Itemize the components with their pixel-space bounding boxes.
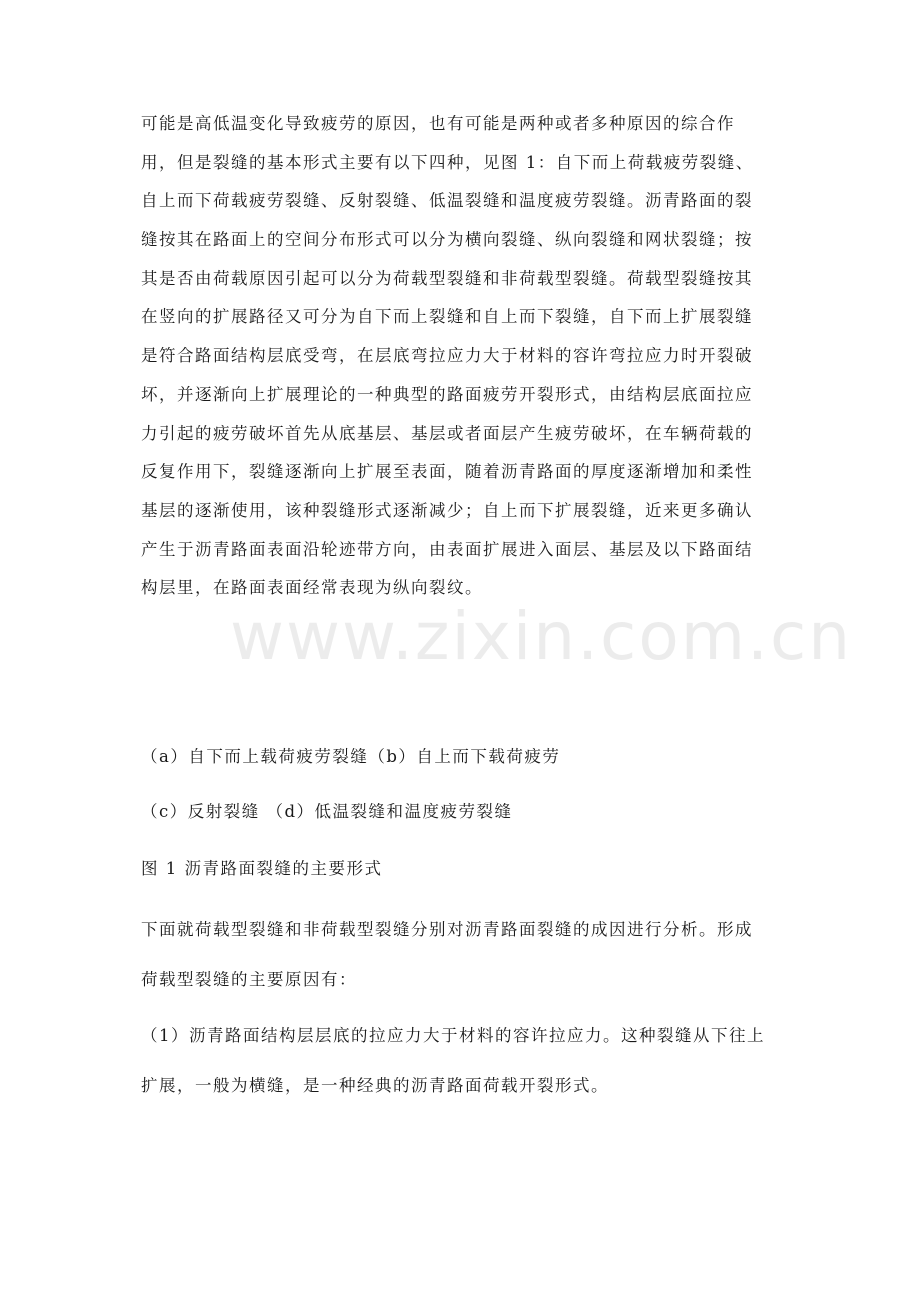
paragraph-line: 反复作用下，裂缝逐渐向上扩展至表面，随着沥青路面的厚度逐渐增加和柔性	[141, 462, 753, 482]
figure-caption-ab	[141, 738, 781, 777]
paragraph-line: 可能是高低温变化导致疲劳的原因，也有可能是两种或者多种原因的综合作	[141, 114, 735, 133]
paragraph-line: 产生于沥青路面表面沿轮迹带方向，由表面扩展进入面层、基层及以下路面结	[141, 539, 753, 559]
figure-caption-line: （c）反射裂缝 （d）低温裂缝和温度疲劳裂缝	[141, 802, 513, 821]
paragraph-line: 荷载型裂缝的主要原因有：	[141, 970, 357, 989]
paragraph-line: 在竖向的扩展路径又可分为自下而上裂缝和自上而下裂缝，自下而上扩展裂缝	[141, 307, 753, 327]
figure-title	[141, 850, 781, 889]
paragraph-line: 用，但是裂缝的基本形式主要有以下四种，见图 1：自下而上荷载疲劳裂缝、	[141, 152, 754, 172]
paragraph-cause-1	[141, 1011, 781, 1111]
paragraph-line: 其是否由荷载原因引起可以分为荷载型裂缝和非荷载型裂缝。荷载型裂缝按其	[141, 268, 753, 288]
figure-caption-cd	[141, 793, 781, 832]
paragraph-line: 自上而下荷载疲劳裂缝、反射裂缝、低温裂缝和温度疲劳裂缝。沥青路面的裂	[141, 191, 753, 211]
paragraph-line: 是符合路面结构层底受弯，在层底弯拉应力大于材料的容许弯拉应力时开裂破	[141, 346, 753, 366]
paragraph-line: 基层的逐渐使用，该种裂缝形式逐渐减少；自上而下扩展裂缝，近来更多确认	[141, 500, 753, 520]
paragraph-line: 构层里，在路面表面经常表现为纵向裂纹。	[141, 578, 483, 598]
paragraph-line: 扩展，一般为横缝，是一种经典的沥青路面荷载开裂形式。	[141, 1076, 609, 1095]
figure-title-text: 图 1 沥青路面裂缝的主要形式	[141, 859, 383, 878]
paragraph-line: 下面就荷载型裂缝和非荷载型裂缝分别对沥青路面裂缝的成因进行分析。形成	[141, 920, 753, 939]
watermark: www.zixin.com.cn	[230, 598, 853, 675]
paragraph-line: 坏，并逐渐向上扩展理论的一种典型的路面疲劳开裂形式，由结构层底面拉应	[141, 384, 753, 404]
paragraph-line: 缝按其在路面上的空间分布形式可以分为横向裂缝、纵向裂缝和网状裂缝；按	[141, 230, 753, 250]
paragraph-main	[141, 105, 781, 608]
figure-caption-line: （a）自下而上载荷疲劳裂缝（b）自上而下载荷疲劳	[141, 747, 561, 766]
paragraph-line: 力引起的疲劳破坏首先从底基层、基层或者面层产生疲劳破坏，在车辆荷载的	[141, 423, 753, 443]
paragraph-line: （1）沥青路面结构层层底的拉应力大于材料的容许拉应力。这种裂缝从下往上	[141, 1026, 765, 1045]
paragraph-analysis	[141, 905, 781, 1005]
